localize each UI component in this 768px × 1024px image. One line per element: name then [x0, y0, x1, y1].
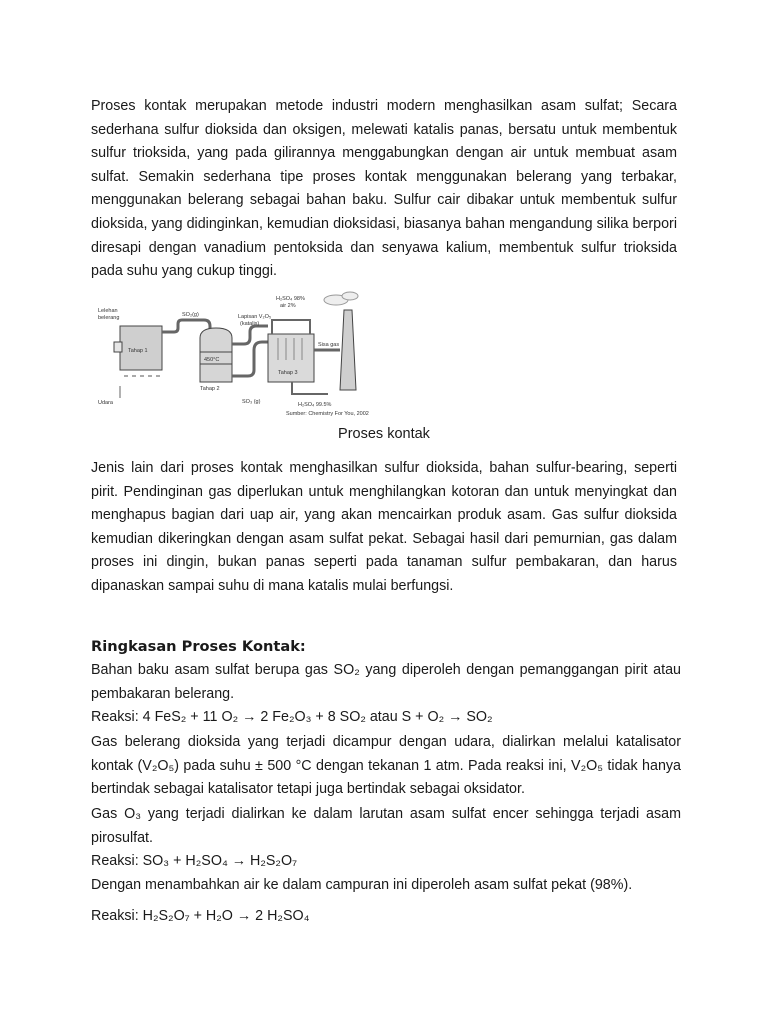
summary-absorption: Gas O₃ yang terjadi dialirkan ke dalam larutan asam sulfat encer sehingga terjadi asam pirosulfat. — [91, 806, 681, 846]
summary-catalyst: Gas belerang dioksida yang terjadi dicampur dengan udara, dialirkan melalui katalisator kontak (V₂O₅) pada suhu ± 500 °C dengan tekanan 1 atm. Pada reaksi ini, V₂O₅ tidak hanya bertindak sebagai katalisator tetapi juga bertindak sebagai oksidator. — [91, 734, 681, 798]
summary-reaction-2: Reaksi: SO₃ + H₂SO₄ → H₂S₂O₇ — [91, 853, 298, 869]
svg-text:Tahap 2: Tahap 2 — [200, 386, 220, 392]
svg-text:belerang: belerang — [98, 315, 120, 321]
summary-reaction-3: Reaksi: H₂S₂O₇ + H₂O → 2 H₂SO₄ — [91, 908, 310, 924]
svg-text:Sisa gas: Sisa gas — [318, 342, 340, 348]
svg-text:SO₂(g): SO₂(g) — [182, 312, 199, 318]
figure-caption: Proses kontak — [338, 426, 430, 442]
tahap2-converter — [200, 328, 232, 382]
chimney — [340, 310, 356, 390]
intro-paragraph: Proses kontak merupakan metode industri modern menghasilkan asam sulfat; Secara sederhana sulfur dioksida dan oksigen, melewati katalis panas, bersatu untuk membentuk sulfur trioksida, yang pada gilirannya menggabungkan dengan air untuk membuat asam sulfat. Semakin sederhana tipe proses kontak menggunakan belerang yang terbakar, menggunakan belerang sebagai bahan baku. Sulfur cair dibakar untuk membentuk sulfur dioksida, yang didinginkan, kemudian dioksidasi, biasanya bahan mengandung silika berpori diresapi dengan vanadium pentoksida dan senyawa kalium, membentuk sulfur trioksida pada suhu yang cukup tinggi. — [91, 98, 677, 280]
svg-text:Tahap 3: Tahap 3 — [278, 370, 298, 376]
svg-text:Lelehan: Lelehan — [98, 308, 118, 314]
svg-text:Lapisan V₂O₅: Lapisan V₂O₅ — [238, 314, 272, 320]
second-paragraph: Jenis lain dari proses kontak menghasilkan sulfur dioksida, bahan sulfur-bearing, seperti pirit. Pendinginan gas diperlukan untuk menghilangkan kotoran dan untuk menyingkat dan menghapus bagian dari uap air, yang akan mencairkan produk asam. Gas sulfur dioksida kemudian dikeringkan dengan asam sulfat pekat. Sebagai hasil dari pemurnian, gas dalam proses ini dingin, bukan panas seperti pada tanaman sulfur pembakaran, dan harus dipanaskan sampai suhu di mana katalis mulai berfungsi. — [91, 460, 677, 594]
svg-text:Udara: Udara — [98, 400, 113, 406]
contact-process-diagram — [92, 290, 374, 418]
svg-text:450°C: 450°C — [204, 357, 220, 363]
svg-text:Tahap 1: Tahap 1 — [128, 348, 148, 354]
svg-text:H₂SO₄ 98%: H₂SO₄ 98% — [276, 296, 305, 302]
svg-text:H₂SO₄ 99.5%: H₂SO₄ 99.5% — [298, 402, 332, 408]
svg-text:(katalis): (katalis) — [240, 321, 260, 327]
svg-text:Sumber: Chemistry For You, 200: Sumber: Chemistry For You, 2002 — [286, 411, 369, 417]
svg-text:SO₃ (g): SO₃ (g) — [242, 399, 261, 405]
svg-text:air 2%: air 2% — [280, 303, 296, 309]
summary-raw-material: Bahan baku asam sulfat berupa gas SO₂ yang diperoleh dengan pemanggangan pirit atau pembakaran belerang. — [91, 662, 681, 702]
summary-heading: Ringkasan Proses Kontak: — [91, 638, 306, 655]
summary-dilution: Dengan menambahkan air ke dalam campuran ini diperoleh asam sulfat pekat (98%). — [91, 877, 633, 893]
summary-reaction-1: Reaksi: 4 FeS₂ + 11 O₂ → 2 Fe₂O₃ + 8 SO₂ atau S + O₂ → SO₂ — [91, 709, 493, 725]
